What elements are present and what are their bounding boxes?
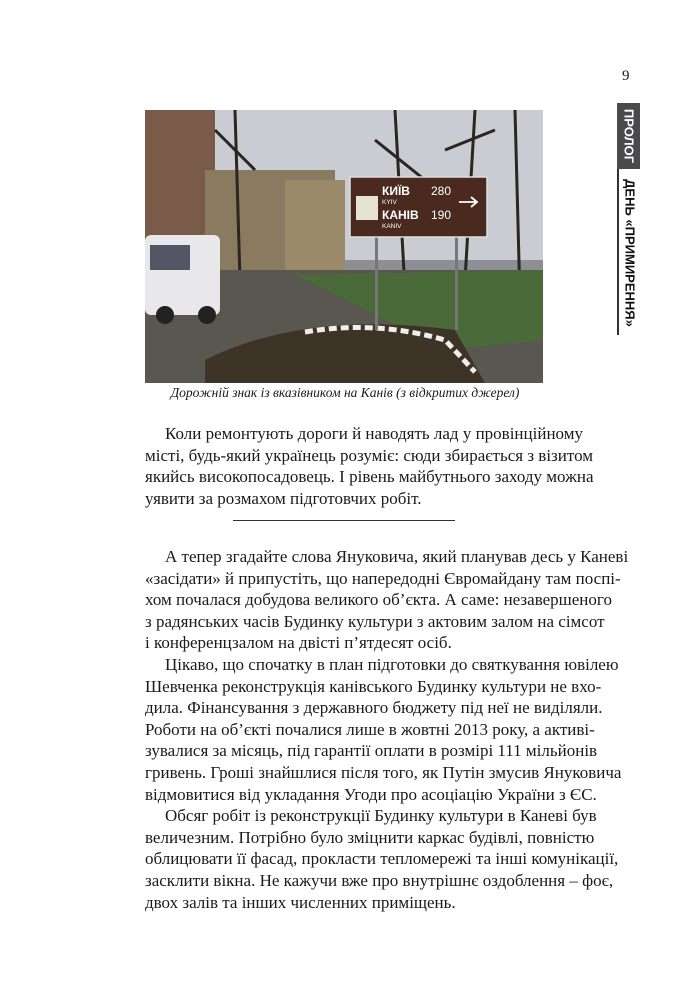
- text-line: уявити за розмахом підготовчих робіт.: [145, 488, 422, 508]
- text-line: облицювати її фасад, прокласти тепломережі та інші комунікації,: [145, 849, 619, 869]
- text-line: «засідати» й припустіть, що напередодні Євромайдану там поспі-: [145, 568, 621, 588]
- text-line: якийсь високопосадовець. І рівень майбутнього заходу можна: [145, 467, 594, 487]
- text-line: гривень. Гроші знайшлися після того, як Путін змусив Януковича: [145, 762, 622, 782]
- text-line: Цікаво, що спочатку в план підготовки до святкування ювілею: [165, 654, 619, 674]
- paragraph-1: [145, 423, 594, 509]
- chapter-label: ДЕНЬ «ПРИМИРЕННЯ»: [622, 179, 638, 327]
- sign-kaniv-km: 190: [431, 208, 452, 222]
- text-line: засклити вікна. Не кажучи вже про внутрішнє оздоблення – фоє,: [145, 870, 614, 890]
- text-line: двох залів та інших численних приміщень.: [145, 892, 456, 912]
- text-line: місті, будь-який українець розуміє: сюди збирається з візитом: [145, 445, 594, 465]
- text-line: відмовитися від укладання Угоди про асоціацію України з ЄС.: [145, 784, 597, 804]
- section-tab: [617, 103, 640, 169]
- sign-kaniv-latin: KANIV: [382, 223, 402, 230]
- text-line: А тепер згадайте слова Януковича, який планував десь у Каневі: [165, 547, 629, 566]
- sign-kyiv: КИЇВ: [382, 184, 410, 198]
- section-divider: [233, 520, 455, 521]
- sign-kaniv: КАНІВ: [382, 208, 419, 222]
- text-line: хом почалася добудова великого об’єкта. А саме: незавершеного: [145, 590, 612, 610]
- text-line: з радянських часів Будинку культури з актовим залом на сімсот: [145, 611, 605, 631]
- chapter-tab: [620, 172, 640, 334]
- road-sign-photo: [145, 110, 543, 383]
- text-line: Обсяг робіт із реконструкції Будинку культури в Каневі був: [165, 806, 597, 826]
- text-line: Шевченка реконструкція канівського Будинку культури не вхо-: [145, 676, 602, 696]
- text-line: і конференцзалом на двісті п’ятдесят осіб.: [145, 633, 452, 653]
- tab-rule: [617, 169, 619, 335]
- text-line: зувалися за місяць, під гарантії оплати в розмірі 111 мільйонів: [145, 741, 598, 761]
- body-text: [145, 546, 629, 913]
- text-line: дила. Фінансування з державного бюджету під неї не виділяли.: [145, 698, 603, 718]
- photo-caption: Дорожній знак із вказівником на Канів (з відкритих джерел): [170, 385, 520, 400]
- sign-kyiv-latin: KYIV: [382, 199, 397, 206]
- text-line: величезним. Потрібно було зміцнити каркас будівлі, повністю: [145, 827, 595, 847]
- sign-kyiv-km: 280: [431, 184, 452, 198]
- text-line: Роботи на об’єкті почалися лише в жовтні 2013 року, а активі-: [145, 719, 595, 739]
- section-label: ПРОЛОГ: [621, 108, 636, 164]
- page-number: 9: [622, 68, 630, 84]
- text-line: Коли ремонтують дороги й наводять лад у провінційному: [165, 424, 583, 443]
